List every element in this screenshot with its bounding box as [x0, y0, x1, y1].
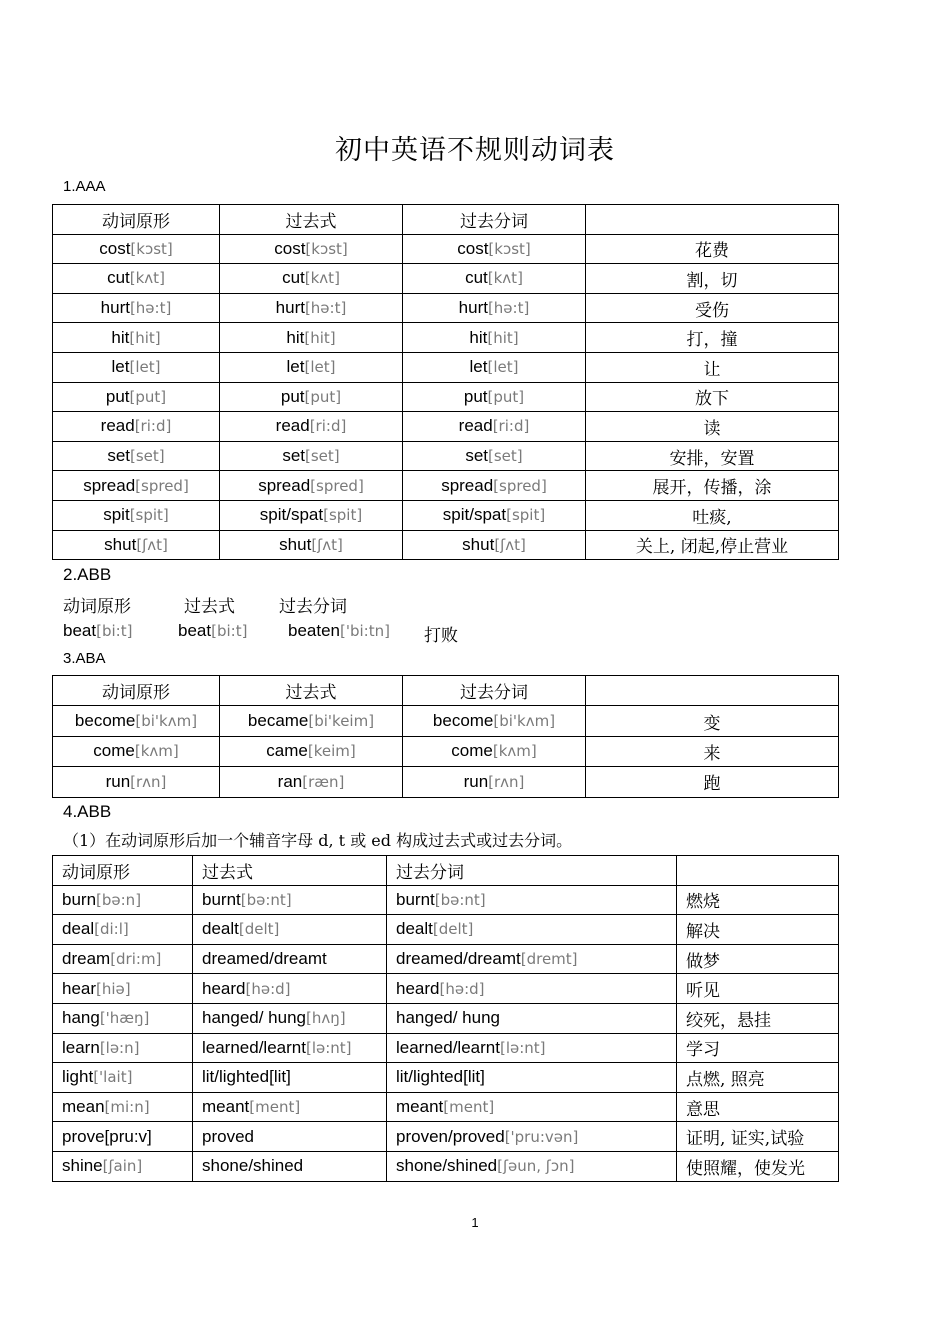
verb-word: shone/shined [202, 1156, 304, 1176]
verb-base-cell [53, 471, 220, 501]
column-header: 动词原形 [53, 205, 220, 235]
meaning-cell: 花费 [586, 234, 839, 264]
verb-pp-cell [387, 915, 677, 945]
verb-word: shut [279, 534, 312, 554]
verb-word: dreamed/dreamt [396, 949, 521, 969]
phonetic: [spit] [506, 506, 546, 525]
verb-past-cell [193, 944, 387, 974]
verb-base-cell [53, 234, 220, 264]
phonetic: [kʌt] [129, 269, 165, 288]
meaning-cell: 学习 [677, 1033, 839, 1063]
verb-word: burn [62, 889, 97, 909]
verb-base-cell [53, 1151, 193, 1181]
aaa-verb-table [52, 204, 839, 560]
meaning-cell: 燃烧 [677, 885, 839, 915]
verb-base-cell [53, 323, 220, 353]
table-row [53, 885, 839, 915]
table-row [53, 293, 839, 323]
verb-word: ran [277, 771, 303, 791]
verb-word: come [93, 741, 135, 761]
table-row [53, 352, 839, 382]
column-header: 动词原形 [53, 676, 220, 706]
verb-word: proved [202, 1126, 254, 1146]
table-row [53, 1092, 839, 1122]
table-row [53, 1122, 839, 1152]
verb-past-cell [220, 471, 403, 501]
phonetic: [hə:t] [304, 299, 347, 318]
table-row [53, 1033, 839, 1063]
verb-word: spread [83, 475, 136, 495]
verb-past-cell [193, 885, 387, 915]
verb-word: became [247, 711, 309, 731]
meaning-cell: 割，切 [586, 264, 839, 294]
phonetic: [ri:d] [134, 417, 172, 436]
phonetic: [spred] [493, 476, 547, 495]
verb-word: dealt [202, 919, 239, 939]
verb-word: prove[pru:v] [62, 1126, 152, 1146]
verb-pp-cell [403, 530, 586, 560]
verb-word: dream [62, 949, 111, 969]
table-header-row [53, 205, 839, 235]
verb-past-cell [193, 1003, 387, 1033]
verb-word: shine [62, 1156, 103, 1176]
verb-pp-cell [387, 944, 677, 974]
verb-base-cell [53, 736, 220, 766]
verb-word: put [280, 386, 305, 406]
verb-base-cell [53, 885, 193, 915]
verb-base-cell [53, 264, 220, 294]
verb-pp-cell [403, 323, 586, 353]
phonetic: [hit] [304, 328, 336, 347]
verb-word: hang [62, 1008, 100, 1028]
verb-word: spit [103, 505, 130, 525]
verb-word: set [107, 446, 131, 466]
table-row [53, 736, 839, 766]
abb-header-base: 动词原形 [63, 597, 131, 617]
verb-past-cell [193, 915, 387, 945]
verb-word: hanged/ hung [396, 1008, 500, 1028]
verb-pp-cell [403, 500, 586, 530]
phonetic: [kʌm] [492, 742, 537, 761]
phonetic: [let] [129, 358, 161, 377]
verb-word: run [463, 771, 489, 791]
phonetic: [lə:n] [99, 1038, 140, 1057]
verb-past-cell [193, 1122, 387, 1152]
verb-pp-cell [403, 293, 586, 323]
verb-base-cell [53, 500, 220, 530]
verb-word: hear [62, 978, 97, 998]
verb-pp-cell [403, 412, 586, 442]
phonetic: [ʃʌt] [136, 535, 168, 554]
verb-word: mean [62, 1097, 105, 1117]
verb-word: shone/shined [396, 1156, 498, 1176]
verb-pp-cell [403, 234, 586, 264]
table-row [53, 382, 839, 412]
verb-base-cell [53, 767, 220, 797]
phonetic: [ri:d] [492, 417, 530, 436]
abb-base: beat[bi:t] [63, 621, 133, 640]
verb-word: burnt [396, 889, 435, 909]
verb-pp-cell [387, 1122, 677, 1152]
abb-verb-table [52, 855, 839, 1182]
verb-past-cell [220, 706, 403, 736]
verb-base-cell [53, 915, 193, 945]
meaning-cell: 证明, 证实,试验 [677, 1122, 839, 1152]
verb-base-cell [53, 974, 193, 1004]
meaning-cell: 安排，安置 [586, 441, 839, 471]
table-row [53, 441, 839, 471]
verb-word: cost [99, 238, 131, 258]
table-row [53, 944, 839, 974]
aba-verb-table [52, 675, 839, 798]
phonetic: [ri:d] [309, 417, 347, 436]
meaning-cell: 吐痰, [586, 500, 839, 530]
verb-past-cell [193, 1092, 387, 1122]
phonetic: [bi'keim] [308, 712, 375, 731]
phonetic: [hə:t] [487, 299, 530, 318]
verb-word: learn [62, 1037, 100, 1057]
verb-word: hurt [275, 298, 305, 318]
meaning-cell: 绞死，悬挂 [677, 1003, 839, 1033]
verb-word: come [451, 741, 493, 761]
abb-pp: beaten['bi:tn] [288, 621, 390, 640]
column-header: 过去式 [220, 205, 403, 235]
verb-pp-cell [403, 352, 586, 382]
abb-header-past: 过去式 [184, 597, 235, 617]
phonetic: [lə:nt] [499, 1038, 546, 1057]
column-header: 过去分词 [387, 856, 677, 886]
phonetic: [rʌn] [488, 772, 525, 791]
verb-word: cut [107, 268, 130, 288]
verb-past-cell [220, 441, 403, 471]
phonetic: [kʌt] [304, 269, 340, 288]
phonetic: [bi'kʌm] [135, 712, 198, 731]
verb-pp-cell [403, 441, 586, 471]
verb-past-cell [220, 382, 403, 412]
verb-word: spit/spat [442, 505, 507, 525]
meaning-cell: 跑 [586, 767, 839, 797]
table-row [53, 264, 839, 294]
verb-word: let [286, 357, 305, 377]
phonetic: [hə:d] [439, 979, 485, 998]
phonetic: [lə:nt] [305, 1038, 352, 1057]
table-row [53, 1151, 839, 1181]
verb-past-cell [220, 352, 403, 382]
verb-word: put [463, 386, 488, 406]
phonetic: [ræn] [302, 772, 345, 791]
meaning-cell: 读 [586, 412, 839, 442]
verb-base-cell [53, 1092, 193, 1122]
verb-word: came [266, 741, 308, 761]
phonetic: [set] [488, 447, 523, 466]
verb-word: learned/learnt [202, 1037, 306, 1057]
section-heading-abb: 2.ABB [63, 565, 112, 584]
verb-past-cell [220, 530, 403, 560]
table-header-row [53, 676, 839, 706]
table-row [53, 500, 839, 530]
verb-word: spread [258, 475, 311, 495]
verb-word: hit [286, 327, 305, 347]
table-row [53, 974, 839, 1004]
table-row [53, 1003, 839, 1033]
verb-base-cell [53, 1003, 193, 1033]
page-title: 初中英语不规则动词表 [335, 135, 615, 166]
verb-pp-cell [403, 767, 586, 797]
verb-pp-cell [403, 264, 586, 294]
phonetic: [hʌŋ] [306, 1009, 346, 1028]
phonetic: [put] [129, 387, 167, 406]
table-header-row [53, 856, 839, 886]
verb-past-cell [220, 264, 403, 294]
verb-past-cell [220, 767, 403, 797]
meaning-cell: 放下 [586, 382, 839, 412]
table-row [53, 323, 839, 353]
table-row [53, 530, 839, 560]
phonetic: [set] [130, 447, 165, 466]
verb-word: become [74, 711, 136, 731]
phonetic: ['pru:vən] [504, 1127, 579, 1146]
meaning-cell: 意思 [677, 1092, 839, 1122]
phonetic: [ment] [249, 1098, 301, 1117]
phonetic: [set] [305, 447, 340, 466]
table-row [53, 915, 839, 945]
phonetic: [delt] [432, 920, 474, 939]
table-row [53, 234, 839, 264]
verb-word: hit [111, 327, 130, 347]
meaning-cell: 打，撞 [586, 323, 839, 353]
table-row [53, 767, 839, 797]
phonetic: [mi:n] [104, 1098, 150, 1117]
verb-pp-cell [387, 885, 677, 915]
phonetic: [kɔst] [488, 239, 531, 258]
meaning-cell: 变 [586, 706, 839, 736]
verb-base-cell [53, 352, 220, 382]
verb-word: learned/learnt [396, 1037, 500, 1057]
verb-pp-cell [403, 382, 586, 412]
verb-pp-cell [387, 1063, 677, 1093]
table-row [53, 706, 839, 736]
table-row [53, 1063, 839, 1093]
verb-base-cell [53, 293, 220, 323]
verb-word: set [465, 446, 489, 466]
phonetic: [hit] [487, 328, 519, 347]
phonetic: [rʌn] [130, 772, 167, 791]
verb-base-cell [53, 1063, 193, 1093]
abb-meaning: 打败 [424, 626, 458, 646]
verb-past-cell [220, 234, 403, 264]
verb-word: cut [465, 268, 488, 288]
verb-word: burnt [202, 889, 241, 909]
verb-base-cell [53, 944, 193, 974]
phonetic: [hə:d] [245, 979, 291, 998]
verb-word: shut [104, 534, 137, 554]
phonetic: [let] [487, 358, 519, 377]
verb-word: run [105, 771, 131, 791]
verb-base-cell [53, 1033, 193, 1063]
meaning-cell: 听见 [677, 974, 839, 1004]
verb-pp-cell [403, 736, 586, 766]
verb-word: deal [62, 919, 95, 939]
table-row [53, 471, 839, 501]
verb-word: hurt [458, 298, 488, 318]
verb-word: shut [462, 534, 495, 554]
column-header [677, 856, 839, 886]
verb-pp-cell [387, 1092, 677, 1122]
column-header [586, 676, 839, 706]
verb-word: let [469, 357, 488, 377]
phonetic: [delt] [238, 920, 280, 939]
verb-word: heard [202, 978, 246, 998]
verb-word: hit [469, 327, 488, 347]
verb-word: meant [202, 1097, 250, 1117]
verb-past-cell [193, 1063, 387, 1093]
meaning-cell: 解决 [677, 915, 839, 945]
phonetic: [bə:nt] [240, 890, 292, 909]
phonetic: [kɔst] [305, 239, 348, 258]
verb-word: spit/spat [259, 505, 324, 525]
phonetic: [dri:m] [110, 950, 162, 969]
phonetic: [keim] [307, 742, 356, 761]
section-heading-aba: 3.ABA [63, 650, 106, 667]
meaning-cell: 点燃, 照亮 [677, 1063, 839, 1093]
verb-word: read [100, 416, 135, 436]
meaning-cell: 展开，传播，涂 [586, 471, 839, 501]
verb-past-cell [220, 323, 403, 353]
meaning-cell: 做梦 [677, 944, 839, 974]
verb-base-cell [53, 1122, 193, 1152]
phonetic: [bi'kʌm] [493, 712, 556, 731]
verb-pp-cell [403, 706, 586, 736]
verb-past-cell [220, 500, 403, 530]
phonetic: [kʌt] [487, 269, 523, 288]
verb-base-cell [53, 530, 220, 560]
phonetic: [ment] [443, 1098, 495, 1117]
verb-base-cell [53, 706, 220, 736]
verb-base-cell [53, 441, 220, 471]
column-header: 过去分词 [403, 676, 586, 706]
column-header: 过去式 [193, 856, 387, 886]
section-heading-aaa: 1.AAA [63, 178, 106, 195]
verb-word: read [458, 416, 493, 436]
verb-past-cell [220, 412, 403, 442]
verb-pp-cell [387, 1033, 677, 1063]
verb-word: dreamed/dreamt [202, 949, 327, 969]
verb-word: heard [396, 978, 440, 998]
verb-word: become [432, 711, 494, 731]
verb-word: let [111, 357, 130, 377]
phonetic: [hə:t] [129, 299, 172, 318]
verb-past-cell [220, 736, 403, 766]
verb-word: lit/lighted[lit] [396, 1067, 485, 1087]
phonetic: [ʃəun, ʃɔn] [497, 1157, 575, 1176]
verb-past-cell [193, 1033, 387, 1063]
meaning-cell: 关上, 闭起,停止营业 [586, 530, 839, 560]
verb-past-cell [193, 974, 387, 1004]
page-number: 1 [471, 1215, 479, 1230]
verb-word: proven/proved [396, 1126, 505, 1146]
phonetic: [ʃʌt] [494, 535, 526, 554]
section-heading-abb-2: 4.ABB [63, 802, 112, 821]
verb-word: read [275, 416, 310, 436]
verb-word: lit/lighted[lit] [202, 1067, 291, 1087]
verb-base-cell [53, 382, 220, 412]
abb-past: beat[bi:t] [178, 621, 248, 640]
verb-pp-cell [387, 974, 677, 1004]
phonetic: [let] [304, 358, 336, 377]
phonetic: ['hæŋ] [99, 1009, 150, 1028]
phonetic: [kʌm] [134, 742, 179, 761]
verb-past-cell [220, 293, 403, 323]
phonetic: [spit] [129, 506, 169, 525]
verb-word: hanged/ hung [202, 1008, 306, 1028]
column-header [586, 205, 839, 235]
section-note: （1）在动词原形后加一个辅音字母 d, t 或 ed 构成过去式或过去分词。 [63, 831, 573, 850]
abb-header-pp: 过去分词 [279, 597, 347, 617]
verb-word: put [105, 386, 130, 406]
phonetic: [di:l] [94, 920, 129, 939]
column-header: 过去分词 [403, 205, 586, 235]
phonetic: [ʃain] [102, 1157, 143, 1176]
phonetic: [bə:nt] [434, 890, 486, 909]
verb-word: hurt [100, 298, 130, 318]
verb-word: light [62, 1067, 94, 1087]
phonetic: [spit] [323, 506, 363, 525]
phonetic: [hit] [129, 328, 161, 347]
phonetic: [bə:n] [96, 890, 142, 909]
verb-base-cell [53, 412, 220, 442]
phonetic: [put] [487, 387, 525, 406]
phonetic: [ʃʌt] [311, 535, 343, 554]
phonetic: [spred] [135, 476, 189, 495]
verb-word: cut [282, 268, 305, 288]
verb-word: meant [396, 1097, 444, 1117]
verb-pp-cell [387, 1003, 677, 1033]
verb-pp-cell [403, 471, 586, 501]
phonetic: [kɔst] [130, 239, 173, 258]
table-row [53, 412, 839, 442]
verb-past-cell [193, 1151, 387, 1181]
meaning-cell: 来 [586, 736, 839, 766]
phonetic: [dremt] [520, 950, 578, 969]
phonetic: [put] [304, 387, 342, 406]
phonetic: [spred] [310, 476, 364, 495]
verb-word: spread [441, 475, 494, 495]
phonetic: ['lait] [93, 1068, 133, 1087]
verb-word: set [282, 446, 306, 466]
verb-word: dealt [396, 919, 433, 939]
phonetic: [hiə] [96, 979, 131, 998]
verb-word: cost [457, 238, 489, 258]
meaning-cell: 让 [586, 352, 839, 382]
verb-word: cost [274, 238, 306, 258]
verb-pp-cell [387, 1151, 677, 1181]
column-header: 动词原形 [53, 856, 193, 886]
meaning-cell: 受伤 [586, 293, 839, 323]
meaning-cell: 使照耀，使发光 [677, 1151, 839, 1181]
column-header: 过去式 [220, 676, 403, 706]
